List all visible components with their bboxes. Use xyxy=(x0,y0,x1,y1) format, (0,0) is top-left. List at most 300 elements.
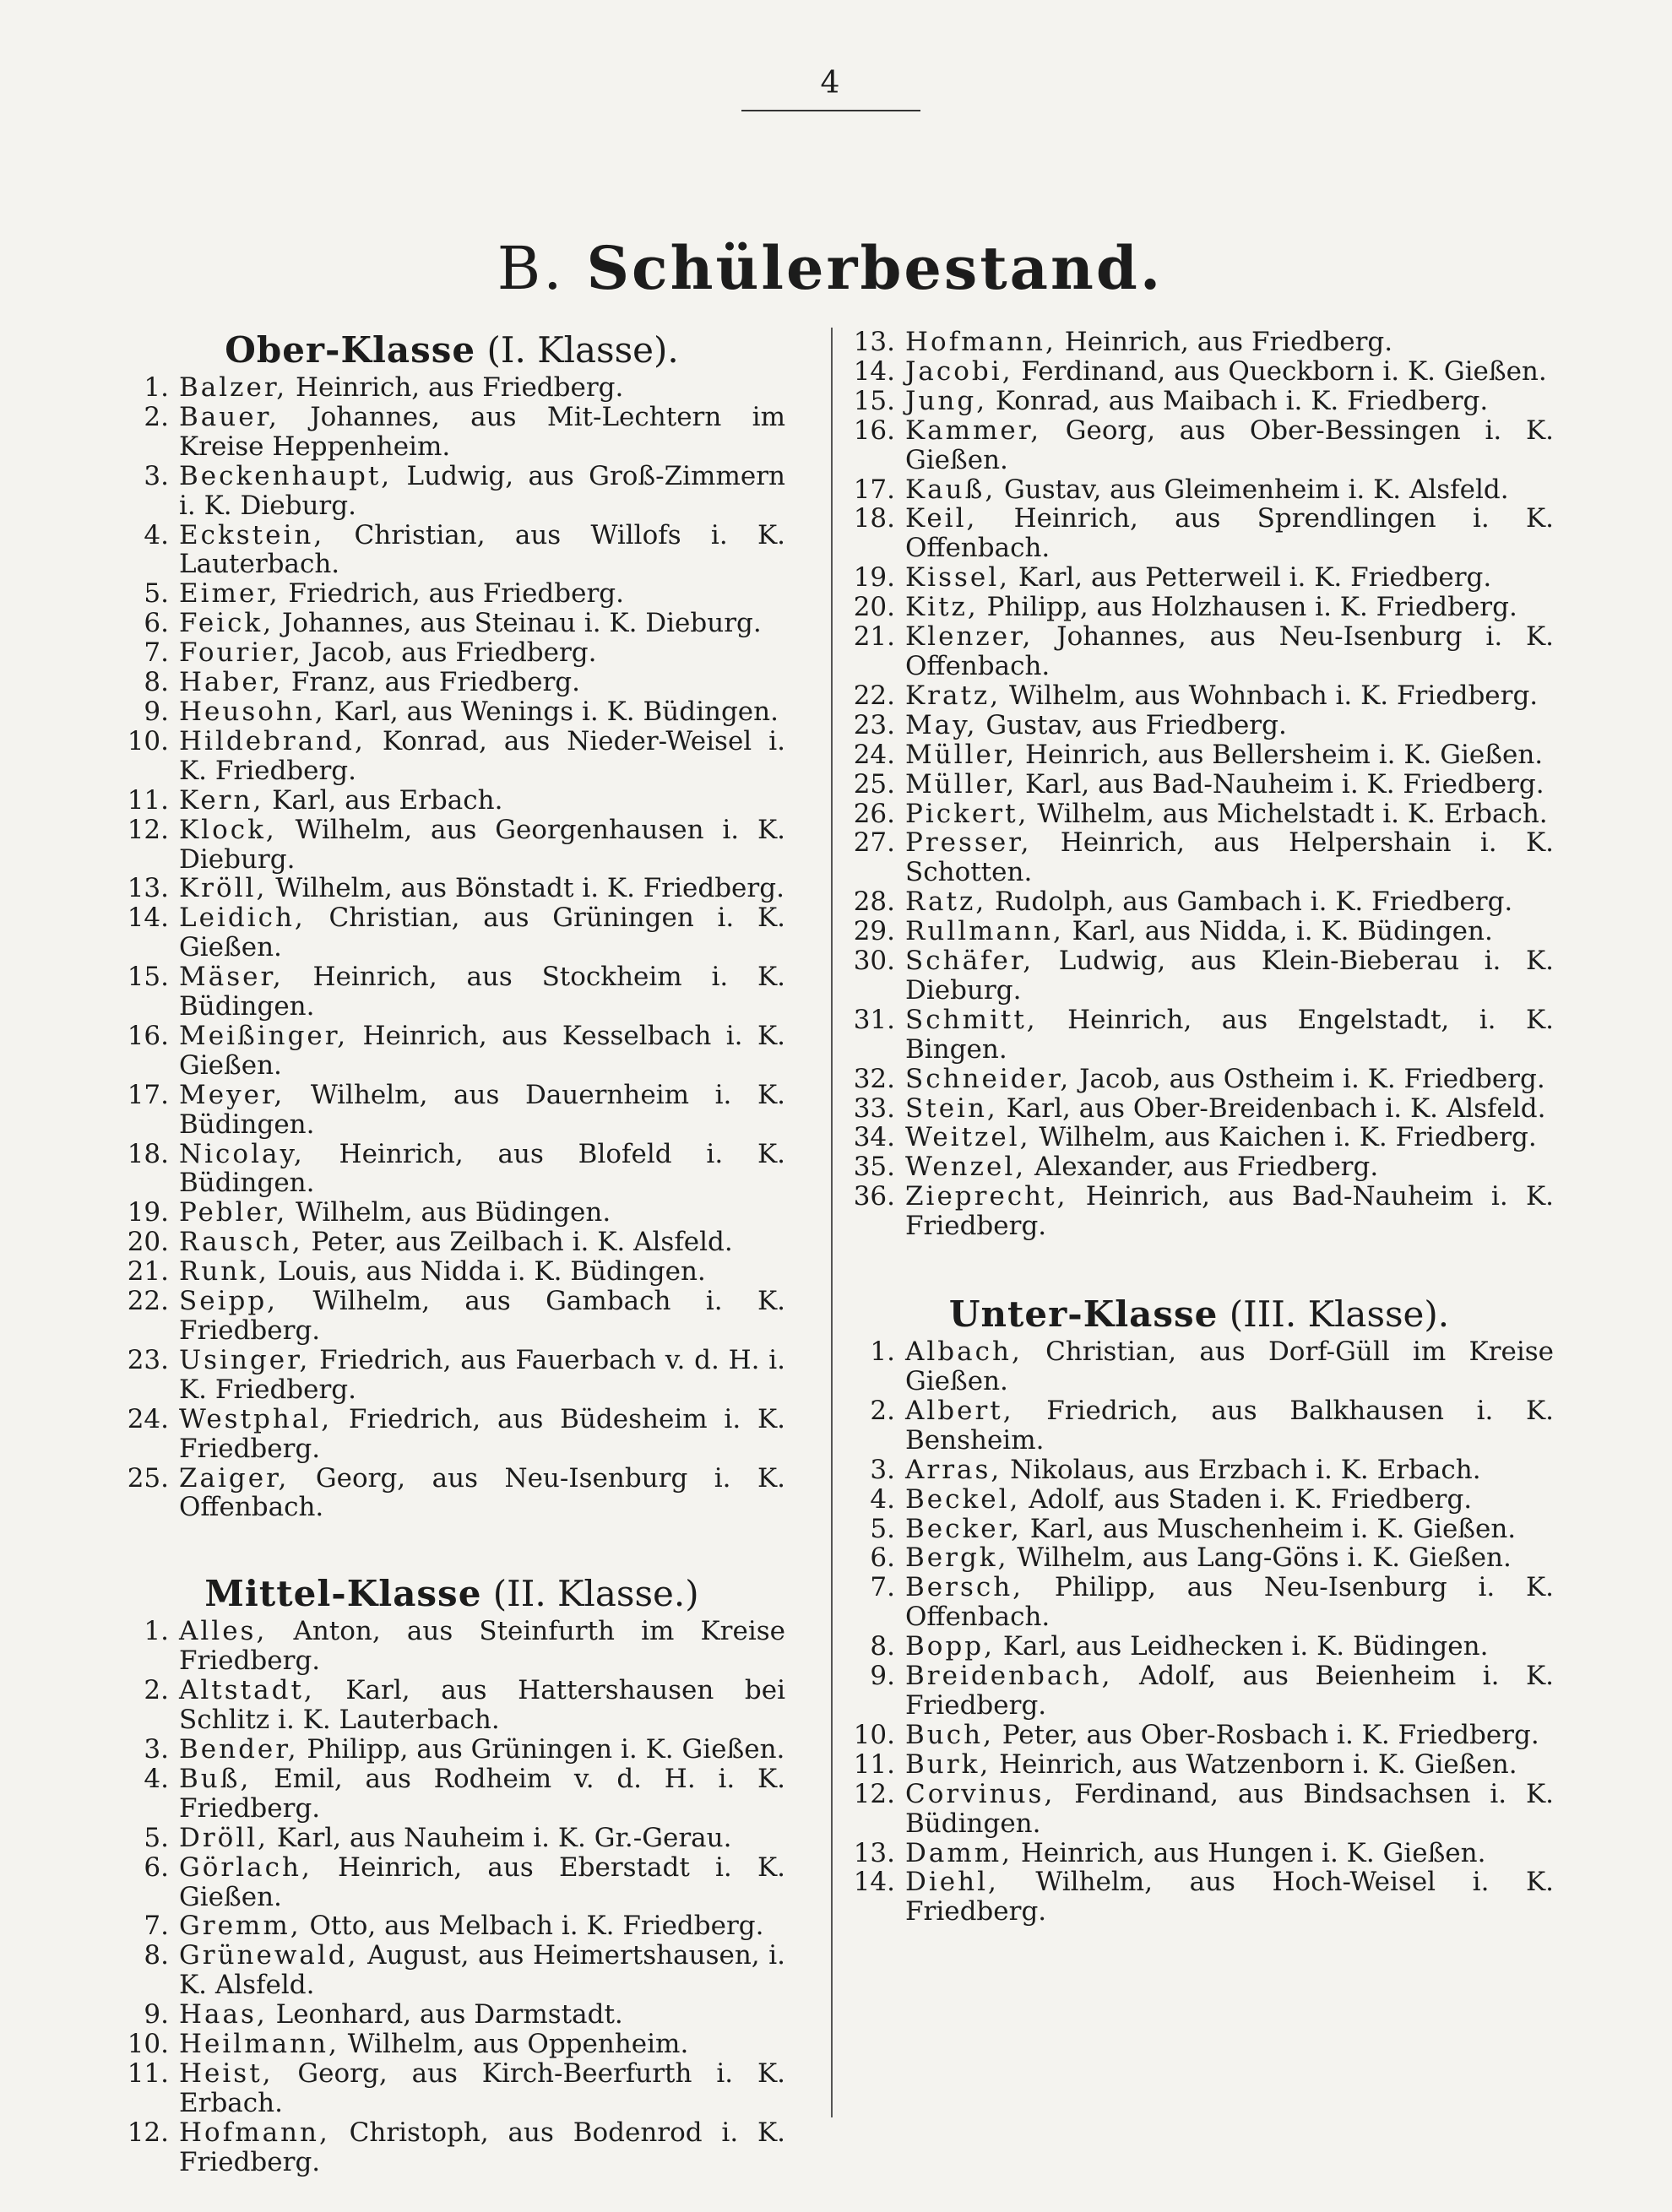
student-surname: Heist, xyxy=(179,2057,274,2089)
student-surname: Stein, xyxy=(905,1092,998,1124)
entry-text xyxy=(179,1346,785,1405)
entry-number: 8. xyxy=(144,667,169,698)
list-item xyxy=(118,638,785,668)
entry-text xyxy=(179,1464,785,1523)
student-surname: Bender, xyxy=(179,1733,299,1765)
entry-text xyxy=(179,1853,785,1912)
entry-text xyxy=(905,1780,1554,1839)
entry-text xyxy=(905,917,1554,946)
student-details: Heinrich, aus Bellersheim i. K. Gießen. xyxy=(1025,739,1544,770)
student-details: Emil, aus Rodheim v. d. H. i. K. Friedberg. xyxy=(179,1763,785,1824)
entry-text xyxy=(179,727,785,786)
student-details: Karl, aus Ober-Breidenbach i. K. Alsfeld. xyxy=(1006,1092,1546,1124)
entry-text xyxy=(905,387,1554,416)
entry-number: 7. xyxy=(144,637,169,669)
entry-number: 11. xyxy=(853,1748,895,1780)
entry-text xyxy=(905,416,1554,475)
entry-number: 21. xyxy=(853,621,895,653)
section-suffix: (I. Klasse). xyxy=(486,329,679,371)
student-surname: Diehl, xyxy=(905,1867,999,1898)
list-item xyxy=(844,1780,1554,1839)
entry-text xyxy=(179,521,785,580)
student-details: Ferdinand, aus Queckborn i. K. Gießen. xyxy=(1021,355,1547,387)
entry-number: 2. xyxy=(870,1395,895,1426)
entry-number: 22. xyxy=(853,680,895,711)
entry-number: 23. xyxy=(127,1344,169,1375)
list-item xyxy=(118,1617,785,1676)
list-item xyxy=(844,828,1554,887)
page-number: 4 xyxy=(820,66,840,100)
entry-number: 13. xyxy=(853,327,895,357)
entry-text xyxy=(179,2030,785,2059)
entry-text xyxy=(179,1824,785,1853)
entry-number: 10. xyxy=(127,725,169,756)
entry-number: 17. xyxy=(853,474,895,505)
student-surname: Jung, xyxy=(905,385,988,416)
student-details: Wilhelm, aus Hoch-Weisel i. K. Friedberg. xyxy=(905,1867,1554,1927)
student-surname: Ratz, xyxy=(905,886,987,918)
entry-number: 31. xyxy=(853,1004,895,1035)
entry-text xyxy=(905,1456,1554,1485)
entry-number: 15. xyxy=(127,962,169,993)
entry-text xyxy=(179,373,785,403)
student-details: Heinrich, aus Kesselbach i. K. Gießen. xyxy=(179,1020,785,1081)
student-details: Christian, aus Dorf-Güll im Kreise Gießen. xyxy=(905,1336,1554,1396)
student-details: Heinrich, aus Hungen i. K. Gießen. xyxy=(1020,1837,1486,1868)
entry-number: 5. xyxy=(870,1513,895,1544)
student-surname: Altstadt, xyxy=(179,1675,315,1706)
entry-number: 35. xyxy=(853,1152,895,1183)
student-details: Johannes, aus Steinau i. K. Dieburg. xyxy=(281,608,762,639)
student-surname: Rullmann, xyxy=(905,916,1064,947)
entry-number: 1. xyxy=(144,372,169,403)
entry-number: 19. xyxy=(853,562,895,594)
student-surname: Feick, xyxy=(179,608,274,639)
student-details: Karl, aus Nauheim i. K. Gr.-Gerau. xyxy=(276,1822,732,1853)
student-details: Anton, aus Steinfurth im Kreise Friedberg. xyxy=(179,1616,785,1677)
list-item xyxy=(844,1839,1554,1868)
student-surname: Heusohn, xyxy=(179,696,326,727)
entry-text xyxy=(905,1632,1554,1662)
student-surname: Dröll, xyxy=(179,1822,269,1853)
student-details: Heinrich, aus Sprendlingen i. K. Offenbach. xyxy=(905,503,1554,564)
student-surname: Eckstein, xyxy=(179,519,325,550)
entry-number: 7. xyxy=(144,1911,169,1942)
entry-number: 34. xyxy=(853,1122,895,1153)
student-details: Wilhelm, aus Kaichen i. K. Friedberg. xyxy=(1039,1122,1537,1153)
student-details: Gustav, aus Friedberg. xyxy=(985,709,1287,740)
entry-text xyxy=(179,1765,785,1824)
student-details: Leonhard, aus Darmstadt. xyxy=(275,1999,623,2030)
list-item xyxy=(118,1911,785,1941)
entry-text xyxy=(905,887,1554,917)
entry-number: 24. xyxy=(853,739,895,770)
list-item xyxy=(118,2059,785,2118)
entry-number: 29. xyxy=(853,916,895,947)
student-details: Ludwig, aus Groß-Zimmern i. K. Dieburg. xyxy=(179,460,785,521)
student-surname: Presser, xyxy=(905,827,1032,859)
student-details: Karl, aus Erbach. xyxy=(272,784,503,816)
list-item xyxy=(118,874,785,903)
list-item xyxy=(844,1456,1554,1485)
list-item xyxy=(844,800,1554,829)
student-details: Rudolph, aus Gambach i. K. Friedberg. xyxy=(995,886,1513,918)
student-details: Gustav, aus Gleimenheim i. K. Alsfeld. xyxy=(1004,474,1509,505)
entry-number: 25. xyxy=(853,768,895,800)
list-item xyxy=(118,1765,785,1824)
student-details: Karl, aus Wenings i. K. Büdingen. xyxy=(334,696,779,727)
student-surname: Hofmann, xyxy=(179,2117,330,2148)
student-details: Adolf, aus Beienheim i. K. Friedberg. xyxy=(905,1661,1554,1721)
entry-text xyxy=(179,874,785,903)
entry-number: 8. xyxy=(870,1631,895,1662)
entry-text xyxy=(179,1022,785,1081)
student-surname: Bergk, xyxy=(905,1542,1009,1574)
entry-text xyxy=(179,1617,785,1676)
entry-text xyxy=(905,946,1554,1006)
student-details: Heinrich, aus Stockheim i. K. Büdingen. xyxy=(179,962,785,1022)
list-item xyxy=(118,1735,785,1765)
student-details: Karl, aus Leidhecken i. K. Büdingen. xyxy=(1002,1631,1489,1662)
list-item xyxy=(118,2000,785,2030)
student-details: Georg, aus Ober-Bessingen i. K. Gießen. xyxy=(905,415,1554,475)
list-item xyxy=(844,563,1554,593)
student-surname: Kern, xyxy=(179,784,264,816)
student-details: Konrad, aus Nieder-Weisel i. K. Friedberg. xyxy=(179,725,785,786)
student-surname: Schäfer, xyxy=(905,946,1034,977)
student-surname: Kauß, xyxy=(905,474,996,505)
list-item xyxy=(844,946,1554,1006)
student-surname: Meyer, xyxy=(179,1079,285,1110)
section-suffix: (III. Klasse). xyxy=(1229,1293,1450,1336)
entry-text xyxy=(905,1515,1554,1544)
student-details: Karl, aus Petterweil i. K. Friedberg. xyxy=(1018,562,1492,594)
list-item xyxy=(118,521,785,580)
entry-number: 21. xyxy=(127,1256,169,1288)
student-details: Christian, aus Willofs i. K. Lauterbach. xyxy=(179,519,785,580)
list-item xyxy=(844,328,1554,357)
list-item xyxy=(844,622,1554,681)
list-item xyxy=(844,1632,1554,1662)
entry-text xyxy=(905,593,1554,622)
student-details: Heinrich, aus Engelstadt, i. K. Bingen. xyxy=(905,1004,1554,1065)
entry-text xyxy=(179,903,785,962)
student-details: Franz, aus Friedberg. xyxy=(290,667,581,698)
entry-number: 30. xyxy=(853,946,895,977)
entry-text xyxy=(905,328,1554,357)
student-surname: Bersch, xyxy=(905,1572,1024,1603)
student-details: Johannes, aus Neu-Isenburg i. K. Offenbach. xyxy=(905,621,1555,681)
list-item xyxy=(844,917,1554,946)
entry-text xyxy=(179,2000,785,2030)
right-column xyxy=(844,328,1554,1927)
list-item xyxy=(118,727,785,786)
student-surname: Buß, xyxy=(179,1763,252,1794)
student-details: Wilhelm, aus Dauernheim i. K. Büdingen. xyxy=(179,1079,785,1140)
student-surname: Breidenbach, xyxy=(905,1661,1113,1692)
entry-text xyxy=(905,1485,1554,1515)
entry-text xyxy=(905,1543,1554,1573)
student-surname: Müller, xyxy=(905,739,1018,770)
header-rule xyxy=(741,110,920,111)
list-item xyxy=(118,462,785,521)
list-item xyxy=(118,1405,785,1464)
list-item xyxy=(118,1941,785,2000)
list-item xyxy=(844,1065,1554,1094)
student-details: Karl, aus Muschenheim i. K. Gießen. xyxy=(1029,1513,1517,1544)
entry-text xyxy=(905,622,1554,681)
entry-text xyxy=(905,1396,1554,1456)
unter-klasse-list xyxy=(844,1337,1554,1927)
entry-number: 22. xyxy=(127,1286,169,1317)
student-details: Wilhelm, aus Oppenheim. xyxy=(347,2029,689,2060)
student-details: Heinrich, aus Eberstadt i. K. Gießen. xyxy=(179,1851,785,1912)
list-item xyxy=(844,1750,1554,1780)
student-details: Heinrich, aus Blofeld i. K. Büdingen. xyxy=(179,1138,785,1199)
student-surname: Albach, xyxy=(905,1336,1023,1368)
student-details: Konrad, aus Maibach i. K. Friedberg. xyxy=(995,385,1489,416)
student-surname: Wenzel, xyxy=(905,1152,1027,1183)
entry-text xyxy=(905,711,1554,740)
student-details: Ferdinand, aus Bindsachsen i. K. Büdingen. xyxy=(905,1778,1554,1839)
entry-number: 24. xyxy=(127,1403,169,1434)
entry-text xyxy=(905,357,1554,387)
student-surname: Weitzel, xyxy=(905,1122,1031,1153)
entry-number: 13. xyxy=(853,1837,895,1868)
section-heading-ober-klasse xyxy=(118,328,785,373)
entry-number: 11. xyxy=(127,784,169,816)
student-details: Wilhelm, aus Lang-Göns i. K. Gießen. xyxy=(1017,1542,1512,1574)
student-details: Heinrich, aus Helpershain i. K. Schotten. xyxy=(905,827,1554,888)
entry-text xyxy=(179,638,785,668)
entry-text xyxy=(179,962,785,1022)
list-item xyxy=(118,2118,785,2177)
student-surname: Albert, xyxy=(905,1395,1014,1426)
student-details: Peter, aus Ober-Rosbach i. K. Friedberg. xyxy=(1002,1719,1539,1750)
student-surname: Fourier, xyxy=(179,637,303,669)
entry-number: 8. xyxy=(144,1940,169,1971)
list-item xyxy=(118,1824,785,1853)
student-details: Wilhelm, aus Bönstadt i. K. Friedberg. xyxy=(275,873,784,904)
student-surname: Beckel, xyxy=(905,1483,1021,1515)
page-title xyxy=(0,233,1660,303)
entry-number: 27. xyxy=(853,827,895,859)
list-item xyxy=(844,1485,1554,1515)
entry-number: 2. xyxy=(144,401,169,432)
student-surname: Haas, xyxy=(179,1999,268,2030)
list-item xyxy=(118,1287,785,1346)
entry-text xyxy=(905,1662,1554,1721)
entry-text xyxy=(179,1941,785,2000)
entry-text xyxy=(905,504,1554,563)
entry-text xyxy=(905,1721,1554,1750)
list-item xyxy=(118,2030,785,2059)
entry-number: 20. xyxy=(127,1227,169,1258)
student-details: Johannes, aus Mit-Lechtern im Kreise Heppenheim. xyxy=(179,401,785,462)
student-surname: Hofmann, xyxy=(905,327,1056,357)
student-surname: Müller, xyxy=(905,768,1018,800)
entry-text xyxy=(905,1182,1554,1241)
entry-number: 1. xyxy=(870,1336,895,1368)
entry-text xyxy=(179,609,785,638)
student-surname: May, xyxy=(905,709,978,740)
entry-number: 3. xyxy=(144,1733,169,1765)
list-item xyxy=(844,1868,1554,1927)
entry-text xyxy=(905,1839,1554,1868)
entry-text xyxy=(179,1911,785,1941)
entry-number: 9. xyxy=(144,1999,169,2030)
student-surname: Bopp, xyxy=(905,1631,995,1662)
entry-text xyxy=(905,563,1554,593)
entry-number: 10. xyxy=(127,2029,169,2060)
student-surname: Zaiger, xyxy=(179,1462,290,1494)
list-item xyxy=(118,1346,785,1405)
list-item xyxy=(844,711,1554,740)
list-item xyxy=(844,1573,1554,1632)
student-surname: Meißinger, xyxy=(179,1020,349,1051)
student-surname: Leidich, xyxy=(179,903,306,934)
entry-text xyxy=(179,1140,785,1199)
list-item xyxy=(844,740,1554,770)
student-surname: Grünewald, xyxy=(179,1940,359,1971)
student-details: Philipp, aus Neu-Isenburg i. K. Offenbach. xyxy=(905,1572,1555,1633)
entry-number: 14. xyxy=(853,355,895,387)
entry-number: 1. xyxy=(144,1616,169,1647)
entry-text xyxy=(905,828,1554,887)
entry-text xyxy=(179,1081,785,1140)
list-item xyxy=(844,504,1554,563)
list-item xyxy=(844,387,1554,416)
entry-text xyxy=(179,816,785,875)
student-surname: Rausch, xyxy=(179,1227,303,1258)
student-details: Ludwig, aus Klein-Bieberau i. K. Dieburg. xyxy=(905,946,1555,1006)
student-surname: Klock, xyxy=(179,814,277,845)
title-text: Schülerbestand. xyxy=(586,233,1164,303)
entry-text xyxy=(905,1006,1554,1065)
list-item xyxy=(844,1721,1554,1750)
entry-number: 28. xyxy=(853,886,895,918)
student-details: Heinrich, aus Watzenborn i. K. Gießen. xyxy=(999,1748,1517,1780)
student-details: Karl, aus Nidda, i. K. Büdingen. xyxy=(1072,916,1493,947)
list-item xyxy=(118,373,785,403)
student-surname: Becker, xyxy=(905,1513,1022,1544)
column-divider xyxy=(831,328,833,2117)
entry-text xyxy=(179,697,785,727)
list-item xyxy=(844,887,1554,917)
mittel-klasse-list xyxy=(118,1617,785,2177)
entry-text xyxy=(905,740,1554,770)
student-details: August, aus Heimertshausen, i. K. Alsfeld. xyxy=(179,1940,785,2001)
entry-text xyxy=(905,475,1554,505)
entry-number: 14. xyxy=(127,903,169,934)
student-surname: Pickert, xyxy=(905,798,1029,829)
entry-text xyxy=(905,1868,1554,1927)
student-details: Wilhelm, aus Wohnbach i. K. Friedberg. xyxy=(1008,680,1539,711)
list-item xyxy=(118,786,785,816)
entry-number: 16. xyxy=(853,415,895,446)
entry-text xyxy=(179,2059,785,2118)
entry-number: 13. xyxy=(127,873,169,904)
student-details: Heinrich, aus Friedberg. xyxy=(295,372,624,403)
entry-text xyxy=(905,1094,1554,1124)
section-heading-mittel-klasse xyxy=(118,1571,785,1617)
entry-text xyxy=(179,1287,785,1346)
list-item xyxy=(118,1853,785,1912)
student-details: Jacob, aus Friedberg. xyxy=(311,637,597,669)
student-details: Louis, aus Nidda i. K. Büdingen. xyxy=(277,1256,706,1288)
student-details: Heinrich, aus Friedberg. xyxy=(1064,327,1393,357)
entry-text xyxy=(179,786,785,816)
entry-number: 20. xyxy=(853,592,895,623)
student-details: Otto, aus Melbach i. K. Friedberg. xyxy=(309,1911,764,1942)
entry-number: 4. xyxy=(870,1483,895,1515)
student-details: Karl, aus Hattershausen bei Schlitz i. K. Lauterbach. xyxy=(179,1675,786,1736)
entry-number: 3. xyxy=(870,1454,895,1485)
entry-text xyxy=(179,2118,785,2177)
entry-text xyxy=(179,462,785,521)
entry-text xyxy=(905,770,1554,800)
list-item xyxy=(118,1198,785,1228)
student-surname: Kammer, xyxy=(905,415,1042,446)
student-surname: Kratz, xyxy=(905,680,1002,711)
student-surname: Schmitt, xyxy=(905,1004,1038,1035)
list-item xyxy=(844,681,1554,711)
student-details: Friedrich, aus Fauerbach v. d. H. i. K. Friedberg. xyxy=(179,1344,785,1405)
entry-number: 9. xyxy=(144,696,169,727)
entry-number: 5. xyxy=(144,578,169,610)
entry-number: 18. xyxy=(127,1138,169,1169)
entry-number: 2. xyxy=(144,1675,169,1706)
student-surname: Haber, xyxy=(179,667,283,698)
entry-text xyxy=(179,1257,785,1287)
student-details: Peter, aus Zeilbach i. K. Alsfeld. xyxy=(311,1227,733,1258)
entry-number: 32. xyxy=(853,1063,895,1094)
student-details: Alexander, aus Friedberg. xyxy=(1034,1152,1379,1183)
student-surname: Balzer, xyxy=(179,372,288,403)
list-item xyxy=(844,593,1554,622)
entry-number: 4. xyxy=(144,519,169,550)
list-item xyxy=(118,1676,785,1735)
student-details: Heinrich, aus Bad-Nauheim i. K. Friedberg. xyxy=(905,1181,1554,1242)
list-item xyxy=(118,816,785,875)
student-details: Georg, aus Kirch-Beerfurth i. K. Erbach. xyxy=(179,2057,786,2118)
student-surname: Keil, xyxy=(905,503,978,534)
list-item xyxy=(844,1006,1554,1065)
mittel-klasse-list-continued xyxy=(844,328,1554,1241)
section-name: Unter-Klasse xyxy=(948,1293,1219,1336)
entry-text xyxy=(905,1152,1554,1182)
list-item xyxy=(118,697,785,727)
student-details: Adolf, aus Staden i. K. Friedberg. xyxy=(1029,1483,1473,1515)
entry-number: 16. xyxy=(127,1020,169,1051)
ober-klasse-list xyxy=(118,373,785,1522)
entry-text xyxy=(905,1123,1554,1152)
entry-text xyxy=(905,1337,1554,1396)
student-surname: Nicolay, xyxy=(179,1138,305,1169)
student-surname: Pebler, xyxy=(179,1197,288,1228)
entry-number: 33. xyxy=(853,1092,895,1124)
list-item xyxy=(844,475,1554,505)
entry-number: 10. xyxy=(853,1719,895,1750)
student-details: Jacob, aus Ostheim i. K. Friedberg. xyxy=(1079,1063,1545,1094)
student-details: Wilhelm, aus Michelstadt i. K. Erbach. xyxy=(1037,798,1548,829)
entry-number: 6. xyxy=(144,608,169,639)
entry-text xyxy=(179,579,785,609)
student-details: Wilhelm, aus Georgenhausen i. K. Dieburg. xyxy=(179,814,785,875)
entry-number: 18. xyxy=(853,503,895,534)
student-surname: Kissel, xyxy=(905,562,1011,594)
list-item xyxy=(844,1182,1554,1241)
